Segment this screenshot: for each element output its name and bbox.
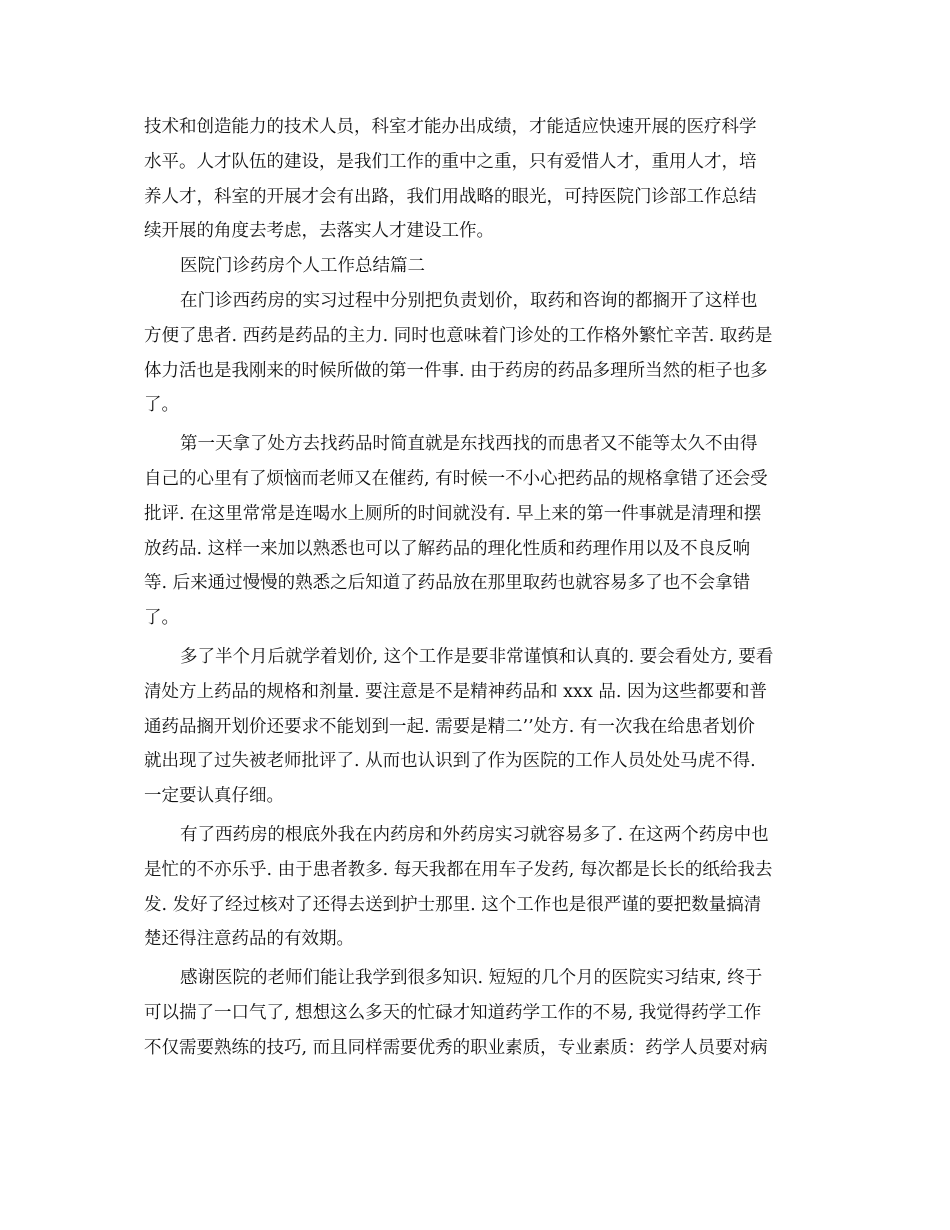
text-line: 一定要认真仔细。	[144, 786, 284, 807]
text-line: 自己的心里有了烦恼而老师又在催药, 有时候一不小心把药品的规格拿错了还会受	[144, 468, 768, 489]
text-line: 不仅需要熟练的技巧, 而且同样需要优秀的职业素质，专业素质：药学人员要对病	[144, 1037, 768, 1058]
text-line: 续开展的角度去考虑，去落实人才建设工作。	[144, 221, 494, 242]
text-line: 批评. 在这里常常是连喝水上厕所的时间就没有. 早上来的第一件事就是清理和摆	[144, 503, 762, 524]
text-line: 第一天拿了处方去找药品时简直就是东找西找的而患者又不能等太久不由得	[180, 434, 758, 455]
text-line: 发. 发好了经过核对了还得去送到护士那里. 这个工作也是很严谨的要把数量搞清	[144, 894, 762, 915]
text-line: 养人才，科室的开展才会有出路，我们用战略的眼光，可持医院门诊部工作总结	[144, 186, 757, 207]
section-title: 医院门诊药房个人工作总结篇二	[180, 256, 425, 277]
text-line: 多了半个月后就学着划价, 这个工作是要非常谨慎和认真的. 要会看处方, 要看	[180, 646, 774, 667]
text-line: 等. 后来通过慢慢的熟悉之后知道了药品放在那里取药也就容易多了也不会拿错	[144, 573, 751, 594]
paragraph-first-day	[144, 427, 812, 636]
text-line: 有了西药房的根底外我在内药房和外药房实习就容易多了. 在这两个药房中也	[180, 824, 769, 845]
text-line: 清处方上药品的规格和剂量. 要注意是不是精神药品和 xxx 品. 因为这些都要和普	[144, 681, 767, 702]
paragraph-pricing	[144, 640, 812, 814]
section-heading	[144, 249, 812, 284]
paragraph-talent-building	[144, 110, 812, 249]
paragraph-western-pharmacy	[144, 284, 812, 423]
text-line: 就出现了过失被老师批评了. 从而也认识到了作为医院的工作人员处处马虎不得.	[144, 751, 756, 772]
paragraph-thanks	[144, 961, 812, 1065]
paragraph-inner-outer-pharmacy	[144, 818, 812, 957]
text-line: 体力活也是我刚来的时候所做的第一件事. 由于药房的药品多理所当然的柜子也多	[144, 360, 768, 381]
text-line: 可以揣了一口气了, 想想这么多天的忙碌才知道药学工作的不易, 我觉得药学工作	[144, 1002, 762, 1023]
text-line: 是忙的不亦乐乎. 由于患者教多. 每天我都在用车子发药, 每次都是长长的纸给我去	[144, 859, 773, 880]
text-line: 楚还得注意药品的有效期。	[144, 929, 354, 950]
text-line: 通药品搁开划价还要求不能划到一起. 需要是精二’’处方. 有一次我在给患者划价	[144, 716, 755, 737]
text-line: 方便了患者. 西药是药品的主力. 同时也意味着门诊处的工作格外繁忙辛苦. 取药是	[144, 325, 773, 346]
text-line: 在门诊西药房的实习过程中分别把负责划价，取药和咨询的都搁开了这样也	[180, 290, 758, 311]
text-line: 感谢医院的老师们能让我学到很多知识. 短短的几个月的医院实习结束, 终于	[180, 968, 763, 989]
text-line: 了。	[144, 395, 179, 416]
text-line: 水平。人才队伍的建设，是我们工作的重中之重，只有爱惜人才，重用人才，培	[144, 151, 757, 172]
text-line: 了。	[144, 608, 179, 629]
text-line: 放药品. 这样一来加以熟悉也可以了解药品的理化性质和药理作用以及不良反响	[144, 538, 751, 559]
document-page	[144, 110, 812, 1066]
text-line: 技术和创造能力的技术人员，科室才能办出成绩，才能适应快速开展的医疗科学	[144, 117, 757, 137]
